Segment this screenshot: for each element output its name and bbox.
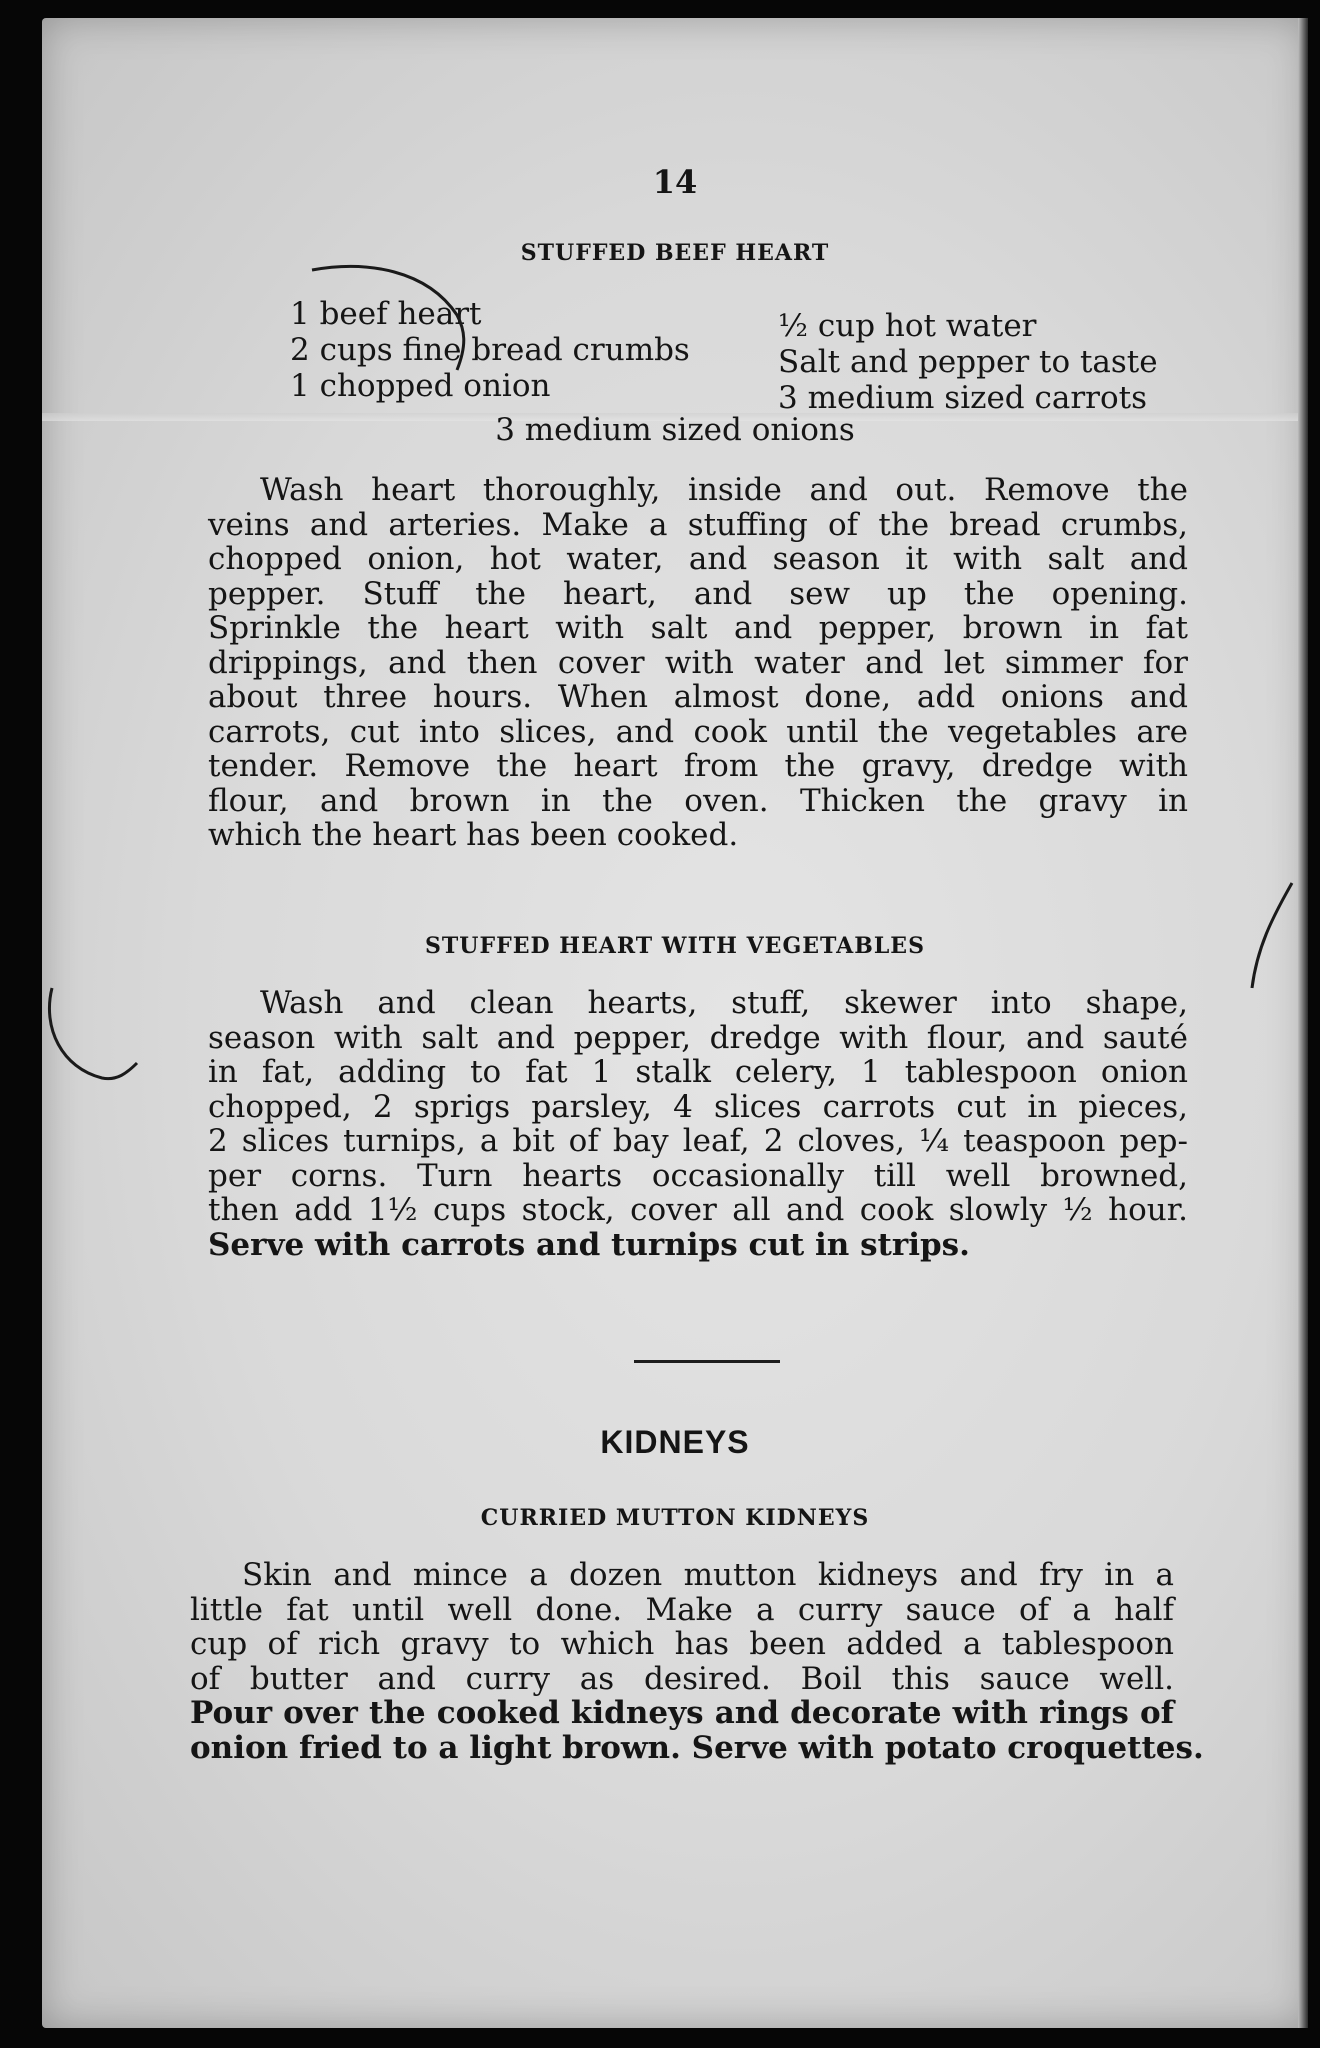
ingredient-item: 2 cups fine bread crumbs [290, 332, 690, 368]
recipe-instructions-stuffed-heart-with-vegetables [208, 986, 1188, 1262]
instruction-line: which the heart has been cooked. [208, 817, 739, 853]
ingredient-item: 1 chopped onion [290, 368, 551, 404]
instruction-line: carrots, cut into slices, and cook until the vegetables are [208, 713, 1188, 750]
ingredients-right-column [778, 308, 1198, 416]
instruction-line: in fat, adding to fat 1 stalk celery, 1 tablespoon onion [208, 1054, 1188, 1090]
instruction-line: onion fried to a light brown. Serve with potato croquettes. [190, 1729, 1204, 1766]
instruction-line: Wash heart thoroughly, inside and out. Remove the [260, 472, 1188, 508]
instruction-line: chopped, 2 sprigs parsley, 4 slices carrots cut in pieces, [208, 1088, 1188, 1125]
instruction-line: pepper. Stuff the heart, and sew up the opening. [208, 575, 1188, 612]
instruction-line: season with salt and pepper, dredge with flour, and sauté [208, 1019, 1188, 1056]
pen-mark-bracket [42, 978, 152, 1088]
ingredients-left-column [290, 296, 770, 404]
instruction-line: Serve with carrots and turnips cut in strips. [208, 1226, 970, 1263]
instruction-line: then add 1½ cups stock, cover all and cook slowly ½ hour. [208, 1192, 1188, 1228]
instruction-line: per corns. Turn hearts occasionally till well browned, [208, 1157, 1188, 1194]
section-divider [634, 1360, 780, 1363]
recipe-instructions-stuffed-beef-heart [208, 473, 1188, 853]
recipe-instructions-curried-mutton-kidneys [190, 1557, 1204, 1766]
instruction-line: Sprinkle the heart with salt and pepper, brown in fat [208, 610, 1188, 646]
instruction-line: cup of rich gravy to which has been added a tablespoon [190, 1626, 1174, 1662]
recipe-title-curried-mutton-kidneys: CURRIED MUTTON KIDNEYS [480, 1505, 870, 1531]
chapter-heading-kidneys: KIDNEYS [600, 1424, 750, 1460]
recipe-title-stuffed-beef-heart: STUFFED BEEF HEART [520, 240, 830, 266]
page-number: 14 [652, 163, 698, 201]
instruction-line: Pour over the cooked kidneys and decorate with rings of [190, 1695, 1174, 1731]
ingredient-item: Salt and pepper to taste [778, 344, 1158, 380]
instruction-line: 2 slices turnips, a bit of bay leaf, 2 cloves, ¼ teaspoon pep- [208, 1123, 1188, 1159]
ingredient-item: ½ cup hot water [778, 308, 1037, 344]
page-edge-shadow [1298, 18, 1308, 2028]
ingredient-item: 1 beef heart [290, 296, 482, 332]
recipe-title-stuffed-heart-with-vegetables: STUFFED HEART WITH VEGETABLES [425, 933, 925, 959]
instruction-line: of butter and curry as desired. Boil this sauce well. [190, 1660, 1174, 1697]
book-page [42, 18, 1308, 2028]
instruction-line: Skin and mince a dozen mutton kidneys and fry in a [242, 1557, 1174, 1593]
instruction-line: little fat until well done. Make a curry sauce of a half [190, 1591, 1174, 1628]
instruction-line: veins and arteries. Make a stuffing of the bread crumbs, [208, 506, 1188, 543]
ingredient-item-centered: 3 medium sized onions [495, 412, 855, 448]
instruction-line: about three hours. When almost done, add onions and [208, 679, 1188, 715]
instruction-line: tender. Remove the heart from the gravy, dredge with [208, 748, 1188, 784]
instruction-line: flour, and brown in the oven. Thicken the gravy in [208, 782, 1188, 819]
instruction-line: drippings, and then cover with water and let simmer for [208, 644, 1188, 681]
ingredient-item: 3 medium sized carrots [778, 380, 1148, 416]
instruction-line: chopped onion, hot water, and season it with salt and [208, 541, 1188, 577]
instruction-line: Wash and clean hearts, stuff, skewer into shape, [260, 985, 1188, 1021]
